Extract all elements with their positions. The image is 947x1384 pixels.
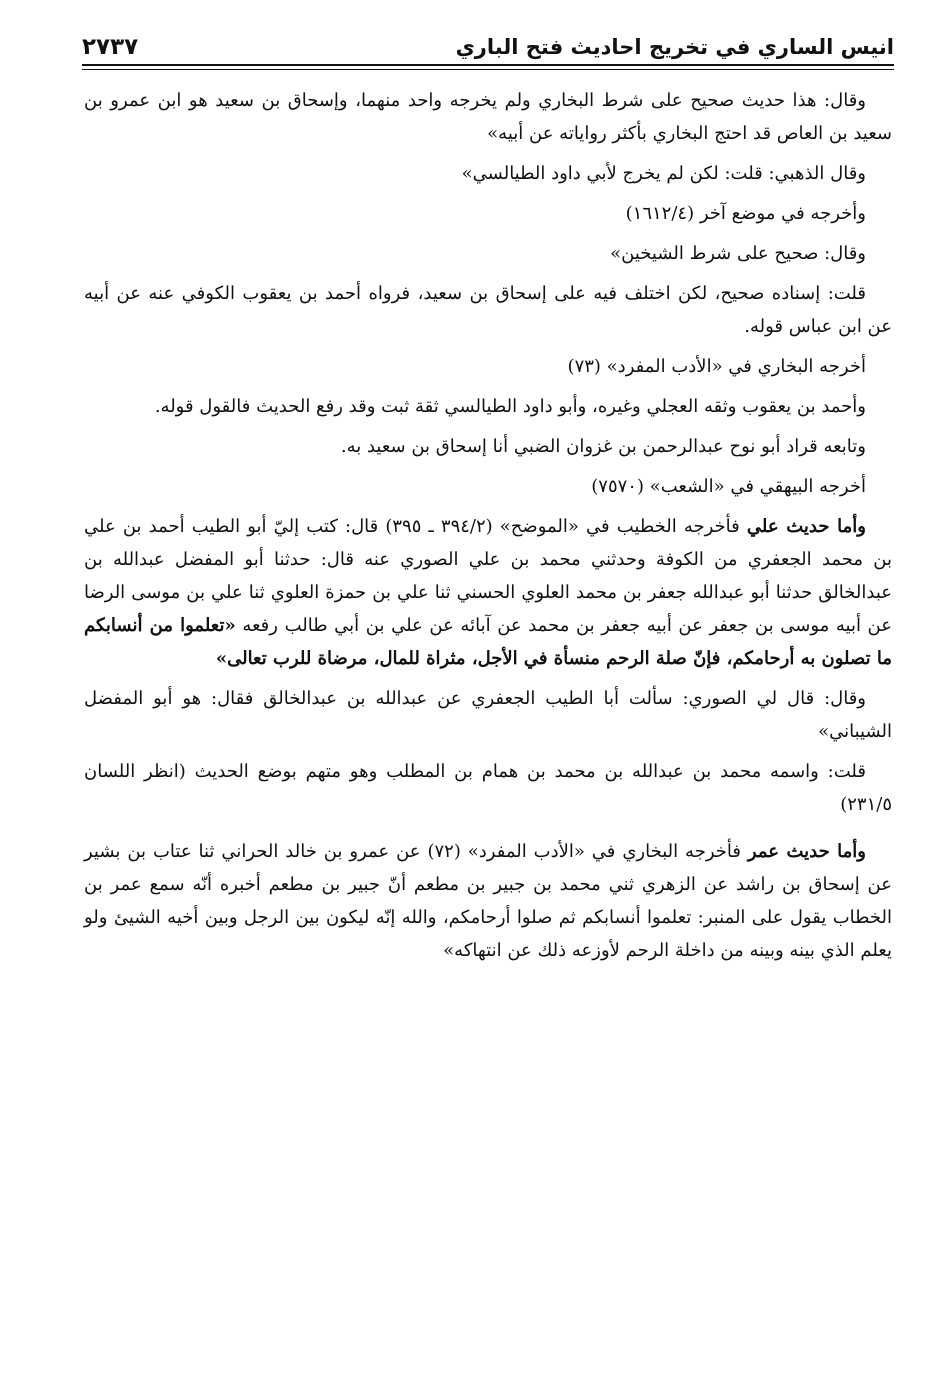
header-rule-thin: [82, 69, 894, 70]
text-run: أخرجه البخاري في «الأدب المفرد» (٧٣): [567, 356, 866, 377]
header-rule-thick: [82, 64, 894, 66]
text-run: وأخرجه في موضع آخر (١٦١٢/٤): [625, 203, 866, 224]
paragraph: [84, 277, 892, 343]
page-number: ٢٧٣٧: [82, 34, 139, 60]
bold-run: وأما حديث عمر: [747, 841, 866, 862]
paragraph: [84, 510, 892, 675]
text-run: قلت: واسمه محمد بن عبدالله بن محمد بن همام بن المطلب وهو متهم بوضع الحديث (انظر اللسان ٢٣١/٥): [84, 761, 892, 815]
text-run: وأحمد بن يعقوب وثقه العجلي وغيره، وأبو داود الطيالسي ثقة ثبت وقد رفع الحديث فالقول قوله.: [154, 396, 866, 417]
text-run: وقال: هذا حديث صحيح على شرط البخاري ولم يخرجه واحد منهما، وإسحاق بن سعيد هو ابن عمرو بن سعيد بن العاص قد احتج البخاري بأكثر رواياته عن أبيه»: [84, 90, 892, 144]
text-run: فأخرجه الخطيب في «الموضح» (٣٩٤/٢ ـ ٣٩٥) قال: كتب إليّ أبو الطيب أحمد بن علي بن محمد الجعفري من الكوفة وحدثني محمد بن علي الصوري عنه قال: حدثنا أبو المفضل عبدالله بن عبدالخالق حدثنا أبو عبدالله جعفر بن محمد العلوي الحسني ثنا علي بن حمزة العلوي ثنا علي بن موسى الرضا عن أبيه موسى بن جعفر عن أبيه جعفر بن محمد عن آبائه عن علي بن أبي طالب رفعه: [84, 516, 892, 636]
paragraph: [84, 430, 892, 463]
text-run: أخرجه البيهقي في «الشعب» (٧٥٧٠): [591, 476, 866, 497]
bold-run: وأما حديث علي: [746, 516, 866, 537]
paragraph: [84, 237, 892, 270]
text-run: فأخرجه البخاري في «الأدب المفرد» (٧٢) عن عمرو بن خالد الحراني ثنا عتاب بن بشير عن إسحاق بن راشد عن الزهري ثني محمد بن جبير بن مطعم أنّ جبير بن مطعم أخبره أنّه سمع عمر بن الخطاب يقول على المنبر: تعلموا أنسابكم ثم صلوا أرحامكم، والله إنّه ليكون بين الرجل وبين أخيه الشيئ ولو يعلم الذي بينه وبينه من داخلة الرحم لأوزعه ذلك عن انتهاكه»: [84, 841, 893, 961]
page-header: [82, 22, 894, 62]
paragraph: [84, 835, 892, 967]
body-text: [84, 84, 892, 974]
running-title: انيس الساري في تخريج احاديث فتح الباري: [455, 35, 894, 59]
paragraph: [84, 350, 892, 383]
paragraph: [84, 157, 892, 190]
text-run: وقال: صحيح على شرط الشيخين»: [610, 243, 866, 264]
paragraph: [84, 390, 892, 423]
bold-run: «تعلموا من أنسابكم ما تصلون به أرحامكم، فإنّ صلة الرحم منسأة في الأجل، مثراة للمال، مرضاة للرب تعالى»: [84, 615, 892, 669]
paragraph: [84, 84, 892, 150]
text-run: وقال: قال لي الصوري: سألت أبا الطيب الجعفري عن عبدالله بن عبدالخالق فقال: هو أبو المفضل الشيباني»: [84, 688, 892, 742]
paragraph: [84, 682, 892, 748]
paragraph: [84, 470, 892, 503]
text-run: قلت: إسناده صحيح، لكن اختلف فيه على إسحاق بن سعيد، فرواه أحمد بن يعقوب الكوفي عنه عن أبيه عن ابن عباس قوله.: [84, 283, 892, 337]
text-run: وتابعه قراد أبو نوح عبدالرحمن بن غزوان الضبي أنا إسحاق بن سعيد به.: [340, 436, 866, 457]
paragraph: [84, 755, 892, 821]
paragraph: [84, 197, 892, 230]
text-run: وقال الذهبي: قلت: لكن لم يخرج لأبي داود الطيالسي»: [461, 163, 866, 184]
